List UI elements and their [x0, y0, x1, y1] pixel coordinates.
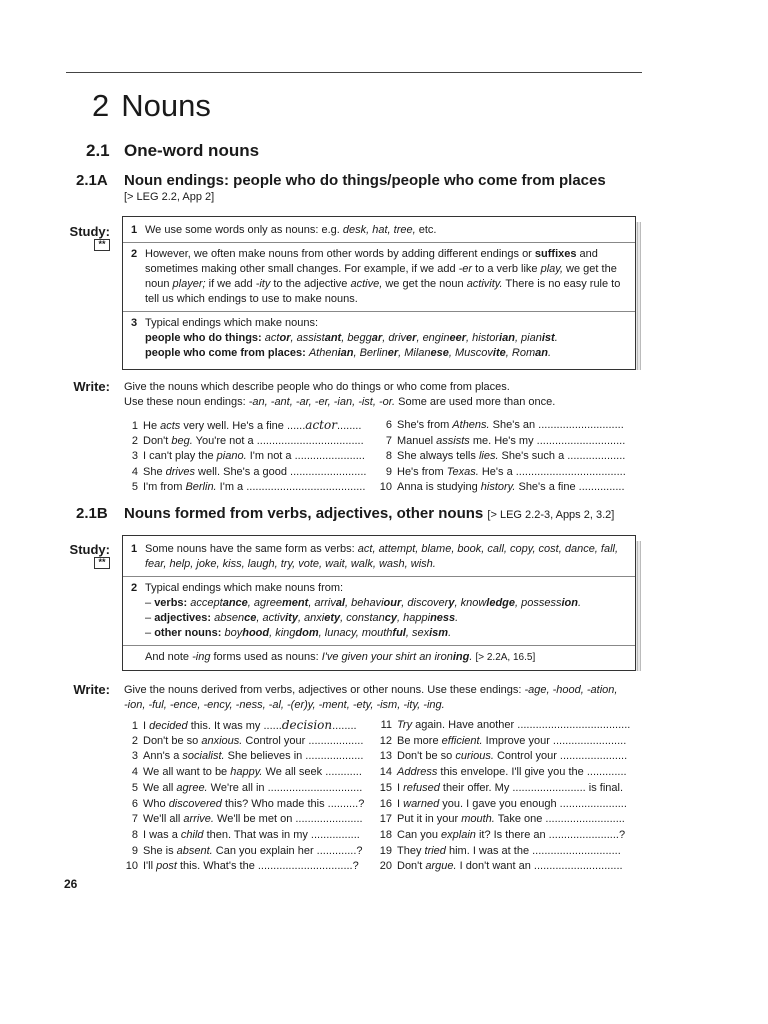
item-number: 5: [131, 781, 138, 794]
item-number: 10: [379, 481, 392, 493]
item-text: We all want to be happy. We all seek ............: [143, 766, 362, 779]
instruction-a-1: Give the nouns which describe people who do things or who come from places.: [124, 381, 510, 393]
divider: [123, 242, 635, 243]
exercise-item: [378, 749, 627, 764]
item-text: She always tells lies. She's such a ...................: [397, 450, 626, 462]
item-text: I'm from Berlin. I'm a .......................................: [143, 481, 366, 493]
study-a-point-2: 2 However, we often make nouns from other words by adding different endings or suffixes and sometimes making other small changes. For example, if we add -er to a verb like play, we get the noun player; if we add -ity to the adjective active, we get the noun activity. There is no easy rule to tell us which endings to use to make nouns.: [131, 248, 621, 305]
item-number: 7: [385, 434, 392, 447]
item-number: 9: [385, 465, 392, 478]
instruction-a-2: Use these noun endings: -an, -ant, -ar, -er, -ian, -ist, -or. Some are used more than once.: [124, 396, 556, 408]
study-b-point-2: 2 Typical endings which make nouns from: – verbs: acceptance, agreement, arrival, behaviour, discovery, knowledge, possession. – adjectives: absence, activity, anxiety, constancy, happiness. – other nouns: boyhood, kingdom, lunacy, mouthful, sexism.: [131, 582, 582, 639]
item-text: He's from Texas. He's a ....................................: [397, 465, 626, 478]
exercise-item: [124, 859, 359, 874]
item-number: 2: [131, 734, 138, 747]
item-text: She's from Athens. She's an ............................: [397, 419, 624, 431]
item-text: He acts very well. He's a fine ......actor........: [143, 418, 362, 432]
item-text: They tried him. I was at the .............................: [397, 844, 621, 857]
item-text: Address this envelope. I'll give you the .............: [397, 766, 627, 779]
item-text: Be more efficient. Improve your ........................: [397, 734, 627, 747]
item-number: 8: [131, 828, 138, 841]
exercise-item: [378, 449, 625, 464]
study-b-p2-intro: Typical endings which make nouns from:: [145, 582, 344, 594]
divider: [123, 645, 635, 646]
item-number: 5: [131, 481, 138, 493]
exercise-item: [378, 480, 625, 495]
subsection-a-heading: [76, 172, 606, 189]
subsection-b-ref: [> LEG 2.2-3, Apps 2, 3.2]: [487, 509, 615, 521]
subsection-a-title: Noun endings: people who do things/people who come from places: [124, 172, 606, 189]
exercise-item: [378, 434, 625, 449]
exercise-item: [124, 828, 360, 843]
study-b-note-text: And note -ing forms used as nouns: I've given your shirt an ironing. [> 2.2A, 16.5]: [145, 651, 536, 663]
study-b-p1-text: Some nouns have the same form as verbs: act, attempt, blame, book, call, copy, cost, dance, fall, fear, help, joke, kiss, laugh, try, vote, wait, walk, wash, wish.: [145, 543, 619, 570]
exercise-item: [378, 734, 626, 749]
item-text: Ann's a socialist. She believes in ...................: [143, 750, 364, 763]
item-number: 1: [131, 720, 138, 732]
study-b-adjectives: – adjectives: absence, activity, anxiety, constancy, happiness.: [145, 612, 459, 624]
subsection-b-title: Nouns formed from verbs, adjectives, other nouns: [124, 505, 484, 522]
exercise-item: [378, 765, 627, 780]
item-text: I refused their offer. My ........................ is final.: [397, 781, 624, 794]
item-text: She drives well. She's a good .........................: [143, 465, 367, 478]
item-text: I can't play the piano. I'm not a .......................: [143, 450, 365, 462]
study-box-b: [122, 535, 636, 671]
item-number: 20: [379, 860, 392, 873]
subsection-a-ref: [> LEG 2.2, App 2]: [124, 191, 215, 203]
exercise-item: [124, 765, 362, 780]
study-a-p3-line2: people who come from places: Athenian, Berliner, Milanese, Muscovite, Roman.: [145, 347, 552, 359]
item-text: Don't be so curious. Control your ......................: [397, 750, 628, 763]
subsection-b-number: 2.1B: [76, 505, 108, 522]
exercise-item: [124, 434, 364, 449]
section-heading: [86, 141, 260, 161]
exercise-item: [378, 812, 625, 827]
write-label-a: Write:: [73, 379, 110, 394]
exercise-item: [124, 797, 364, 812]
study-b-other-nouns: – other nouns: boyhood, kingdom, lunacy, mouthful, sexism.: [145, 627, 452, 639]
exercise-item: [124, 418, 361, 434]
item-text: Put it in your mouth. Take one ..........................: [397, 813, 625, 826]
study-a-point-3: 3 Typical endings which make nouns: people who do things: actor, assistant, beggar, driver, engineer, historian, pianist. people who come from places: Athenian, Berliner, Milanese, Muscovite, Roman.: [131, 317, 558, 359]
exercise-item: [124, 734, 363, 749]
study-a-p1-text: We use some words only as nouns: e.g. desk, hat, tree, etc.: [145, 224, 437, 236]
item-text: I warned you. I gave you enough ......................: [397, 797, 627, 810]
exercise-item: [378, 797, 627, 812]
item-number: 15: [379, 781, 392, 794]
item-text: Don't argue. I don't want an .............................: [397, 860, 623, 873]
chapter-heading: [92, 88, 211, 124]
study-a-p3-line1: people who do things: actor, assistant, beggar, driver, engineer, historian, pianist.: [145, 332, 558, 344]
page-number: 26: [64, 877, 78, 891]
exercise-item: [378, 844, 621, 859]
exercise-item: [124, 465, 366, 480]
exercise-item: [124, 480, 365, 495]
item-number: 19: [379, 844, 392, 857]
difficulty-stars-a: **: [94, 239, 110, 251]
instruction-b-1: Give the nouns derived from verbs, adjectives or other nouns. Use these endings: -age, -hood, -ation,: [124, 684, 618, 696]
item-number: 3: [131, 450, 138, 462]
item-number: 4: [131, 766, 138, 779]
study-label-b: Study:: [69, 542, 110, 557]
exercise-item: [124, 812, 363, 827]
study-a-point-1: 1 We use some words only as nouns: e.g. desk, hat, tree, etc.: [131, 224, 437, 236]
item-text: Can you explain it? Is there an .......................?: [397, 828, 626, 841]
item-number: 18: [379, 828, 392, 841]
item-number: 3: [131, 750, 138, 763]
study-label-a: Study:: [69, 224, 110, 239]
item-number: 2: [131, 434, 138, 447]
exercise-item: [124, 449, 365, 464]
exercise-item: [378, 465, 626, 480]
chapter-title: Nouns: [121, 88, 211, 123]
item-number: 8: [385, 450, 392, 462]
item-number: 16: [379, 797, 392, 810]
item-number: 1: [131, 420, 138, 432]
divider: [123, 576, 635, 577]
item-number: 13: [379, 750, 392, 763]
subsection-a-number: 2.1A: [76, 172, 108, 189]
item-text: She is absent. Can you explain her .............?: [143, 844, 363, 857]
item-text: Manuel assists me. He's my .............................: [397, 434, 626, 447]
study-a-p2-text: However, we often make nouns from other words by adding different endings or suffixes and sometimes making other small changes. For example, if we add -er to a verb like play, we get the noun player; if we add -ity to the adjective active, we get the noun activity. There is no easy rule to tell us which endings to use to make nouns.: [145, 248, 621, 305]
item-text: I decided this. It was my ......decision........: [143, 718, 357, 732]
exercise-item: [378, 781, 623, 796]
exercise-item: [378, 418, 624, 433]
item-number: 9: [131, 844, 138, 857]
exercise-item: [124, 844, 363, 859]
section-number: 2.1: [86, 141, 110, 160]
subsection-b-heading: [76, 505, 615, 522]
exercise-item: [378, 859, 623, 874]
item-text: Who discovered this? Who made this ..........?: [143, 797, 365, 810]
item-number: 6: [131, 797, 138, 810]
top-rule: [66, 72, 642, 73]
exercise-item: [124, 749, 363, 764]
study-b-verbs: – verbs: acceptance, agreement, arrival, behaviour, discovery, knowledge, possession.: [145, 597, 582, 609]
item-text: I'll post this. What's the ...............................?: [143, 860, 359, 873]
instruction-b-2: -ion, -ful, -ence, -ency, -ness, -al, -(er)y, -ment, -ety, -ism, -ity, -ing.: [124, 699, 445, 711]
section-title: One-word nouns: [124, 141, 260, 160]
divider: [123, 311, 635, 312]
write-label-b: Write:: [73, 682, 110, 697]
chapter-number: 2: [92, 88, 110, 123]
item-text: I was a child then. That was in my ................: [143, 828, 360, 841]
item-text: Don't beg. You're not a ...................................: [143, 434, 364, 447]
study-b-note: [123, 650, 635, 665]
item-number: 10: [125, 860, 138, 873]
exercise-item: [378, 718, 630, 733]
item-text: We all agree. We're all in ...............................: [143, 781, 363, 794]
item-text: Anna is studying history. She's a fine ...............: [397, 481, 625, 493]
exercise-item: [124, 718, 357, 734]
item-text: Try again. Have another .....................................: [397, 719, 631, 731]
study-a-p3-intro: Typical endings which make nouns:: [145, 317, 319, 329]
exercise-item: [378, 828, 625, 843]
item-number: 6: [385, 419, 392, 431]
item-number: 4: [131, 465, 138, 478]
item-number: 7: [131, 813, 138, 826]
study-box-a: [122, 216, 636, 370]
item-number: 12: [379, 734, 392, 747]
item-text: Don't be so anxious. Control your ..................: [143, 734, 364, 747]
study-b-point-1: 1 Some nouns have the same form as verbs: act, attempt, blame, book, call, copy, cost, dance, fall, fear, help, joke, kiss, laugh, try, vote, wait, walk, wash, wish.: [131, 543, 619, 570]
item-number: 17: [379, 813, 392, 826]
item-number: 14: [379, 766, 392, 779]
difficulty-stars-b: **: [94, 557, 110, 569]
exercise-item: [124, 781, 362, 796]
item-text: We'll all arrive. We'll be met on ......................: [143, 813, 363, 826]
item-number: 11: [380, 719, 392, 731]
